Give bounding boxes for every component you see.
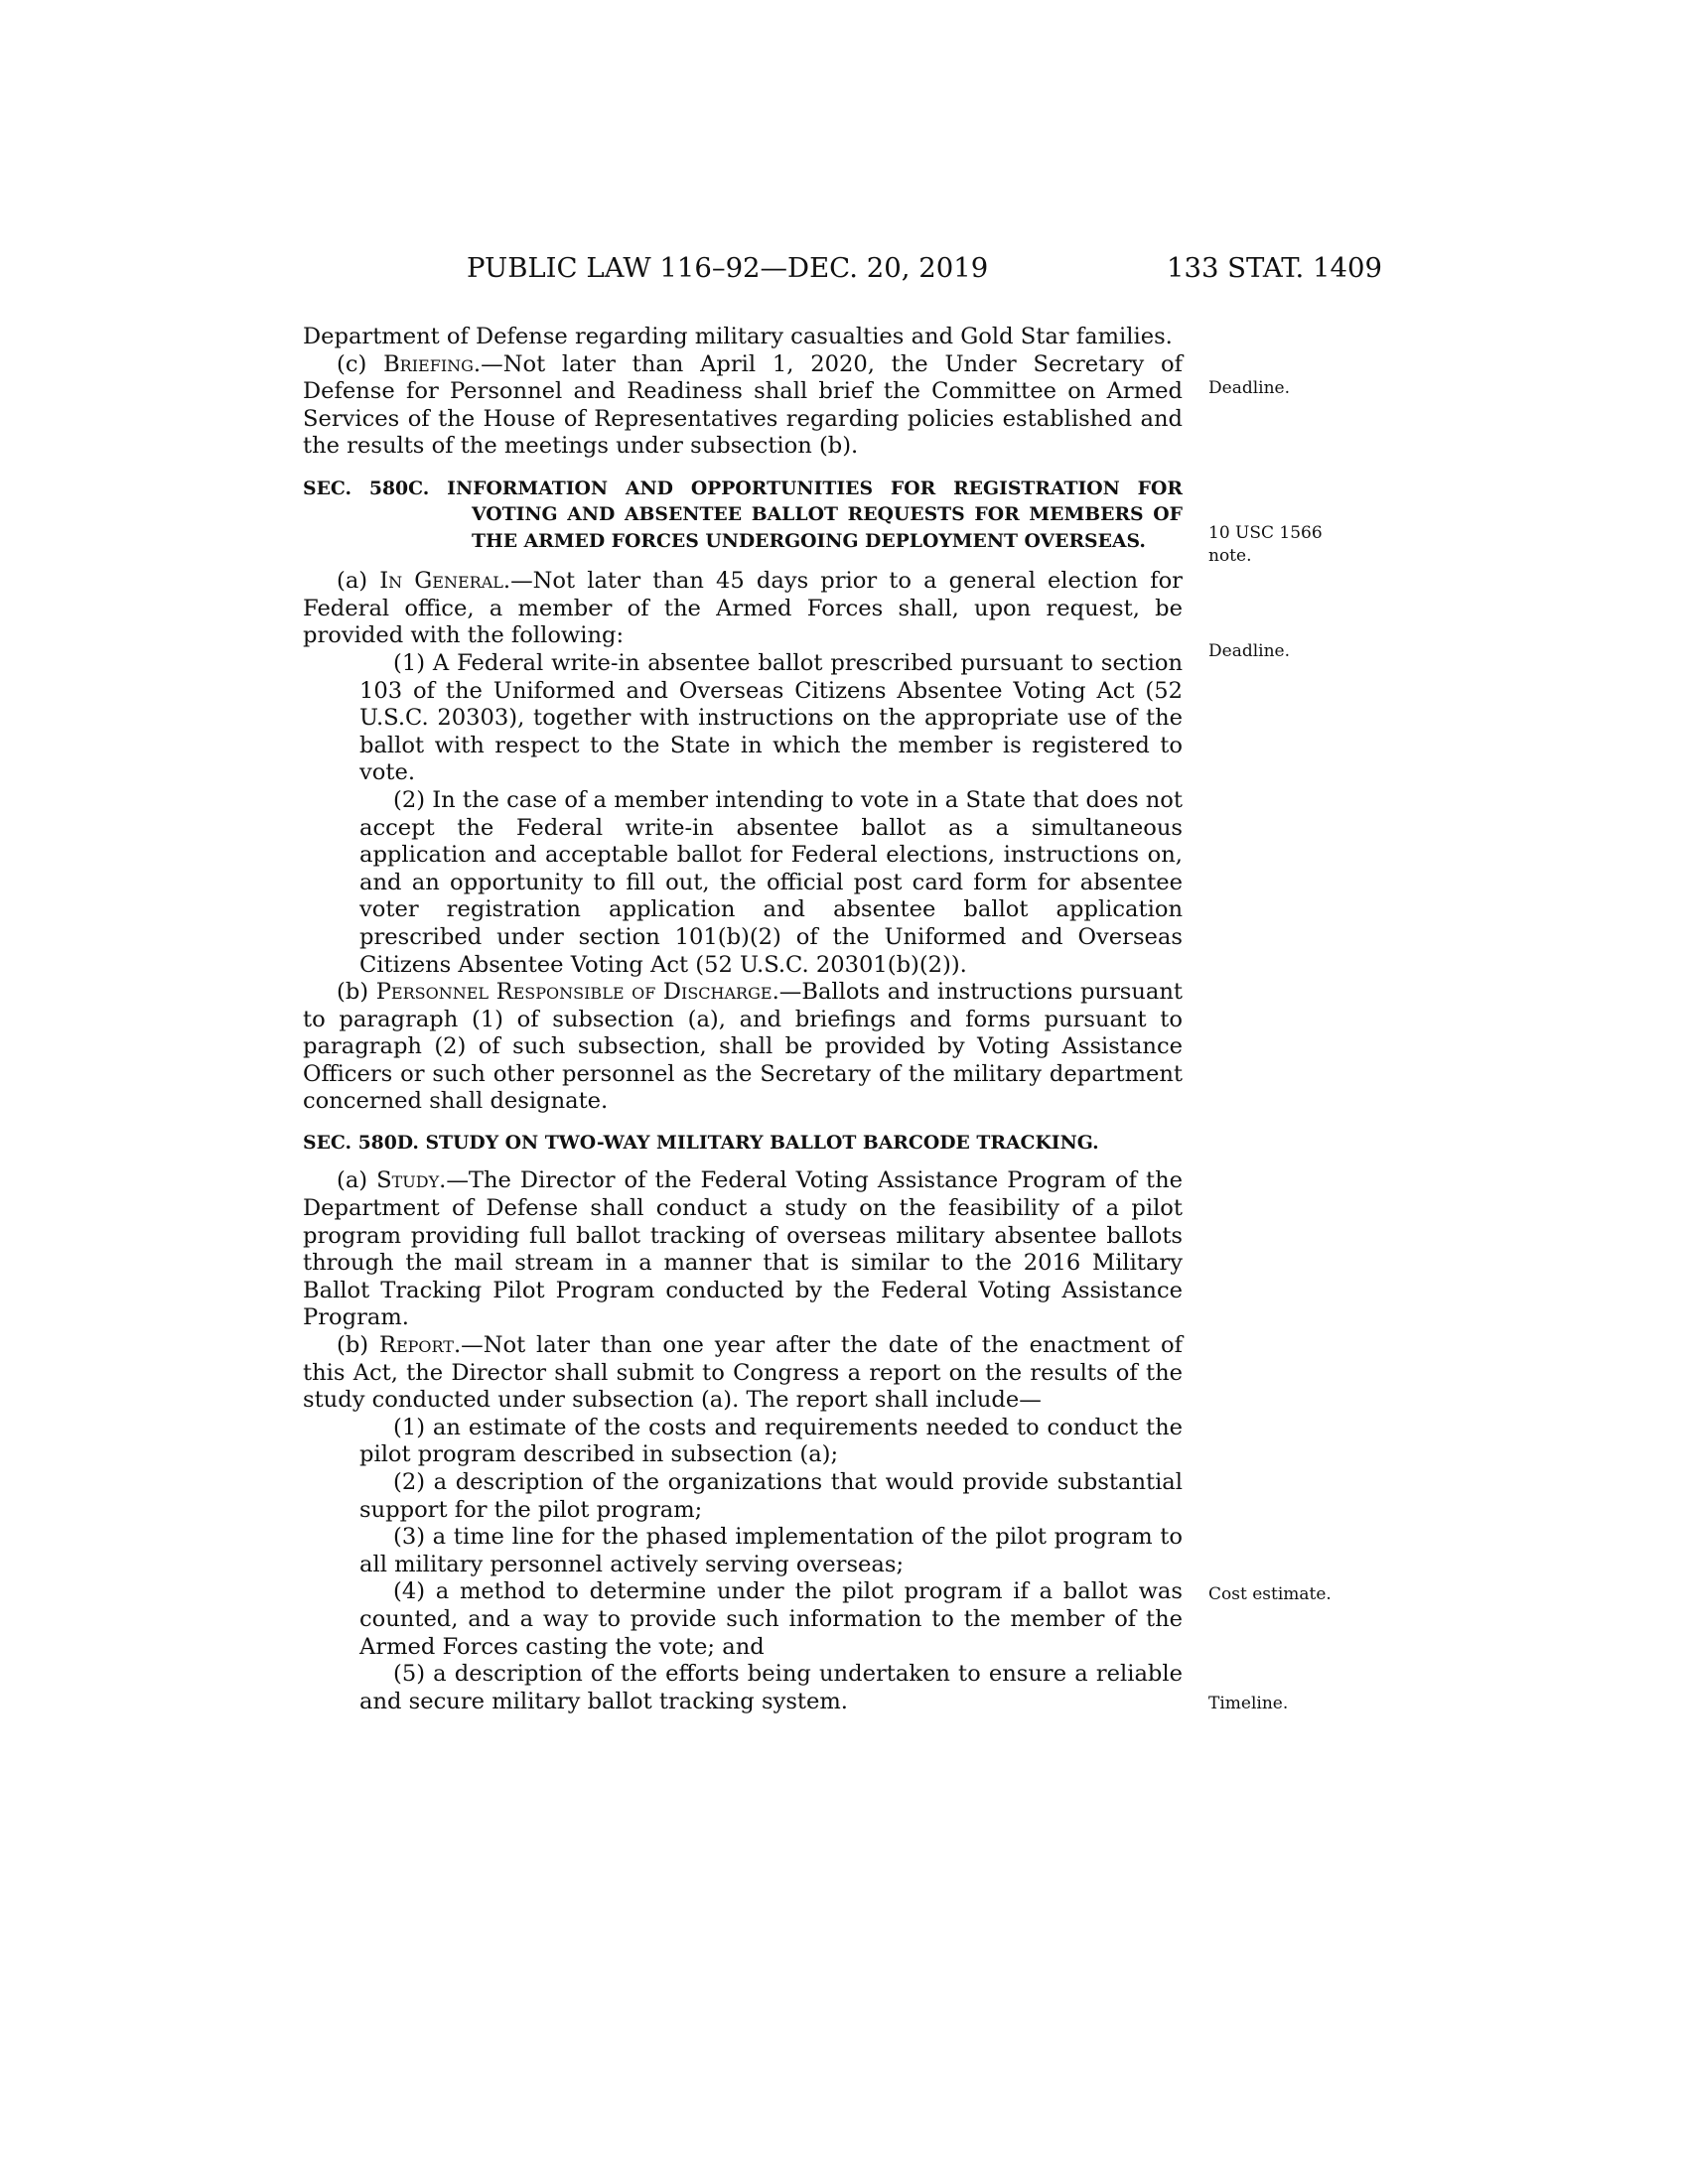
subsection-text: .—Not later than 45 days prior to a general election for Federal office, a member of the Armed Forces shall, upon request, be provided with the following:	[303, 568, 1183, 649]
section-heading-580d	[303, 1130, 1183, 1156]
subsection-c-briefing	[303, 351, 1183, 461]
running-header	[467, 248, 1382, 288]
subsection-number: (c)	[337, 350, 384, 377]
subsection-heading: Personnel Responsible of Discharge	[375, 979, 773, 1006]
margin-note-deadline: Deadline.	[1208, 641, 1290, 661]
stat-page-number: 133 STAT. 1409	[1166, 252, 1382, 284]
subsection-number: (a)	[337, 568, 380, 595]
margin-note-cost-estimate: Cost estimate.	[1208, 1584, 1332, 1604]
margin-note-timeline: Timeline.	[1208, 1694, 1289, 1713]
subsection-number: (b)	[337, 979, 376, 1006]
section-number: SEC. 580C.	[303, 477, 448, 499]
subsection-heading: Study	[376, 1167, 440, 1194]
subsection-text: .—The Director of the Federal Voting Assistance Program of the Department of Defense shall conduct a study on the feasibility of a pilot program providing full ballot tracking of overseas military absentee ballots through the mail stream in a manner that is similar to the 2016 Military Ballot Tracking Pilot Program conducted by the Federal Voting Assistance Program.	[303, 1167, 1183, 1331]
subsection-text: .—Not later than one year after the date of the enactment of this Act, the Director shall submit to Congress a report on the results of the study conducted under subsection (a). The report shall include—	[303, 1332, 1183, 1414]
margin-note-deadline: Deadline.	[1208, 378, 1290, 398]
paragraph-580d-b4: (4) a method to determine under the pilot program if a ballot was counted, and a way to provide such information to the member of the Armed Forces casting the vote; and	[359, 1578, 1183, 1660]
subsection-number: (a)	[337, 1167, 377, 1194]
section-title: STUDY ON TWO-WAY MILITARY BALLOT BARCODE TRACKING.	[425, 1132, 1099, 1155]
paragraph-continuation: Department of Defense regarding military casualties and Gold Star families.	[303, 324, 1173, 349]
subsection-number: (b)	[337, 1332, 379, 1359]
paragraph-580d-b5: (5) a description of the efforts being undertaken to ensure a reliable and secure military ballot tracking system.	[359, 1661, 1183, 1714]
subsection-580d-b	[303, 1332, 1183, 1415]
subsection-heading: Report	[378, 1332, 454, 1359]
paragraph-580c-a1: (1) A Federal write-in absentee ballot prescribed pursuant to section 103 of the Uniformed and Overseas Citizens Absentee Voting Act (52 U.S.C. 20303), together with instructions on the appropriate use of the ballot with respect to the State in which the member is registered to vote.	[359, 649, 1183, 786]
subsection-heading: Briefing	[383, 350, 474, 377]
running-title: PUBLIC LAW 116–92—DEC. 20, 2019	[467, 252, 989, 284]
section-heading-580c	[303, 476, 1183, 554]
paragraph-580d-b2: (2) a description of the organizations that would provide substantial support for the pilot program;	[359, 1469, 1183, 1523]
margin-note-usc-citation-note: note.	[1208, 546, 1252, 566]
subsection-heading: In General	[379, 568, 503, 595]
subsection-580d-a	[303, 1167, 1183, 1332]
subsection-580c-b	[303, 979, 1183, 1116]
paragraph-580d-b1: (1) an estimate of the costs and requirements needed to conduct the pilot program described in subsection (a);	[359, 1414, 1183, 1468]
section-number: SEC. 580D.	[303, 1132, 426, 1155]
subsection-580c-a	[303, 568, 1183, 650]
document-body	[303, 324, 1183, 1715]
paragraph-580d-b3: (3) a time line for the phased implementation of the pilot program to all military personnel actively serving overseas;	[359, 1524, 1183, 1577]
section-title: INFORMATION AND OPPORTUNITIES FOR REGISTRATION FOR VOTING AND ABSENTEE BALLOT REQUESTS FOR MEMBERS OF THE ARMED FORCES UNDERGOING DEPLOYMENT OVERSEAS.	[447, 477, 1183, 552]
margin-note-usc-citation: 10 USC 1566	[1208, 523, 1323, 543]
subsection-text: .—Ballots and instructions pursuant to paragraph (1) of subsection (a), and briefings and forms pursuant to paragraph (2) of such subsection, shall be provided by Voting Assistance Officers or such other personnel as the Secretary of the military department concerned shall designate.	[303, 979, 1184, 1115]
subsection-text: .—Not later than April 1, 2020, the Under Secretary of Defense for Personnel and Readiness shall brief the Committee on Armed Services of the House of Representatives regarding policies established and the results of the meetings under subsection (b).	[303, 350, 1183, 460]
paragraph-580c-a2: (2) In the case of a member intending to vote in a State that does not accept the Federal write-in absentee ballot as a simultaneous application and acceptable ballot for Federal elections, instructions on, and an opportunity to fill out, the official post card form for absentee voter registration application and absentee ballot application prescribed under section 101(b)(2) of the Uniformed and Overseas Citizens Absentee Voting Act (52 U.S.C. 20301(b)(2)).	[359, 786, 1183, 978]
